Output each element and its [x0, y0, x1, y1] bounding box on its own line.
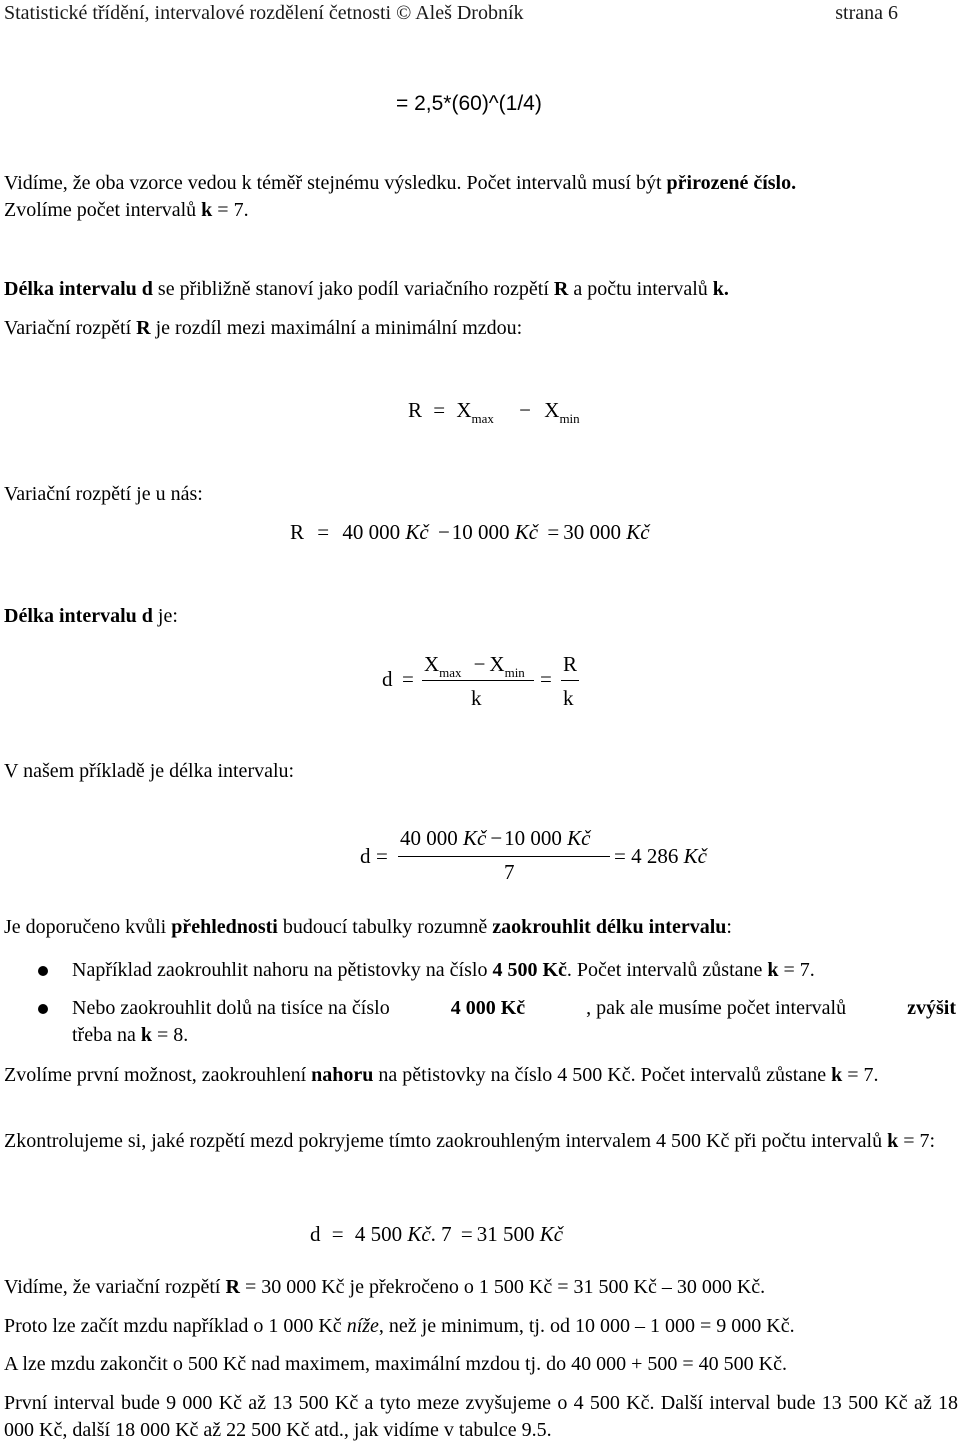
paragraph-results: Vidíme, že oba vzorce vedou k téměř stejnému výsledku. Počet intervalů musí být přirozené číslo. Zvolíme počet intervalů k = 7.: [4, 172, 797, 221]
paragraph-check-range: Zkontrolujeme si, jaké rozpětí mezd pokryjeme tímto zaokrouhleným intervalem 4 500 Kč při počtu intervalů k = 7:: [4, 1130, 936, 1152]
paragraph-intervals: První interval bude 9 000 Kč až 13 500 Kč a tyto meze zvyšujeme o 4 500 Kč. Další interval bude 13 500 Kč až 18 000 Kč, další 18 000 Kč až 22 500 Kč atd., jak vidíme v tabulce 9.5.: [4, 1392, 958, 1441]
paragraph-variation-range: Variační rozpětí R je rozdíl mezi maximální a minimální mzdou:: [4, 317, 523, 339]
paragraph-chosen-option: Zvolíme první možnost, zaokrouhlení nahoru na pětistovky na číslo 4 500 Kč. Počet intervalů zůstane k = 7.: [4, 1064, 879, 1086]
page-header: [4, 2, 898, 25]
list-item-round-down: Nebo zaokrouhlit dolů na tisíce na číslo 4 000 Kč , pak ale musíme počet intervalů zvýšit třeba na k = 8.: [72, 997, 956, 1046]
list-item-round-up: Například zaokrouhlit nahoru na pětistovky na číslo 4 500 Kč. Počet intervalů zůstane k = 7.: [72, 959, 815, 981]
fraction-bar: [561, 680, 579, 681]
fraction-bar: [422, 680, 534, 681]
page-number: strana 6: [835, 2, 898, 24]
paragraph-rounding: Je doporučeno kvůli přehlednosti budoucí tabulky rozumně zaokrouhlit délku intervalu:: [4, 916, 732, 938]
paragraph-interval-length: Délka intervalu d se přibližně stanoví jako podíl variačního rozpětí R a počtu intervalů k.: [4, 278, 729, 300]
bullet-icon: [38, 966, 48, 976]
paragraph-our-range: Variační rozpětí je u nás:: [4, 483, 203, 505]
paragraph-our-interval: V našem příkladě je délka intervalu:: [4, 760, 295, 782]
formula-covered-range: d = 4 500 Kč. 7 = 31 500 Kč: [310, 1222, 564, 1246]
formula-range-value: R = 40 000 Kč −10 000 Kč = 30 000 Kč: [290, 520, 650, 544]
formula-sturges: = 2,5*(60)^(1/4): [396, 92, 542, 115]
document-title: Statistické třídění, intervalové rozdělení četnosti © Aleš Drobník: [4, 2, 524, 24]
formula-range-definition: $R = X_{max} - X_{min}$: [408, 398, 580, 426]
paragraph-interval-d: Délka intervalu d je:: [4, 605, 178, 627]
paragraph-exceeded: Vidíme, že variační rozpětí R = 30 000 Kč je překročeno o 1 500 Kč = 31 500 Kč – 30 000 Kč.: [4, 1276, 766, 1298]
fraction-bar: [398, 856, 610, 857]
bullet-icon: [38, 1004, 48, 1014]
paragraph-start-lower: Proto lze začít mzdu například o 1 000 Kč níže, než je minimum, tj. od 10 000 – 1 000 = 9 000 Kč.: [4, 1315, 795, 1337]
paragraph-end-higher: A lze mzdu zakončit o 500 Kč nad maximem, maximální mzdou tj. do 40 000 + 500 = 40 500 Kč.: [4, 1353, 787, 1375]
